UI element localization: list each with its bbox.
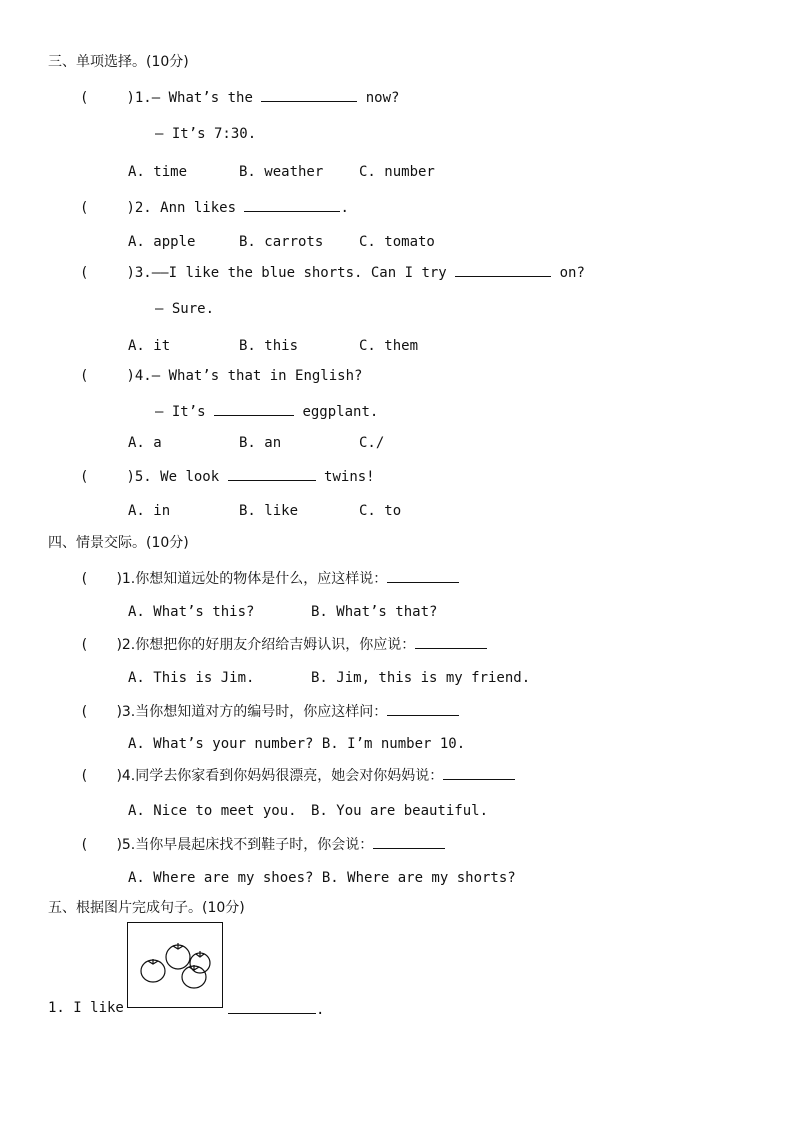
option-b: B. carrots — [239, 234, 324, 250]
question-reply — [155, 403, 378, 419]
options-ab: A. What’s your number? B. I’m number 10. — [128, 736, 466, 752]
option-b: B. this — [239, 338, 299, 354]
fill-blank[interactable] — [228, 468, 316, 481]
option-a: A. What’s this? — [128, 604, 255, 620]
option-a: A. a — [128, 435, 162, 451]
question-row — [80, 636, 487, 652]
question-row — [80, 89, 399, 105]
question-tail: on? — [559, 265, 585, 281]
fill-blank[interactable] — [455, 264, 551, 277]
option-b: B. an — [239, 435, 282, 451]
answer-paren-open: ( — [80, 200, 89, 216]
fill-blank[interactable] — [228, 1001, 316, 1014]
tomatoes-icon — [128, 923, 222, 1007]
question-stem: )3.当你想知道对方的编号时，你应这样问： — [116, 704, 388, 720]
question-row — [80, 199, 349, 215]
fill-blank[interactable] — [214, 403, 294, 416]
fill-blank[interactable] — [373, 836, 445, 849]
fill-blank[interactable] — [244, 199, 340, 212]
question-stem: )5. We look — [126, 469, 220, 485]
answer-paren-open: ( — [80, 768, 89, 784]
question-stem: )4.— What’s that in English? — [126, 368, 363, 384]
question-row — [80, 570, 459, 586]
question-row — [80, 767, 515, 783]
fill-blank[interactable] — [415, 636, 487, 649]
section3-title: 三、单项选择。(10分) — [48, 54, 189, 70]
answer-paren-open: ( — [80, 90, 89, 106]
question-row — [80, 264, 585, 280]
option-a: A. it — [128, 338, 171, 354]
question-stem: )5.当你早晨起床找不到鞋子时，你会说： — [116, 837, 374, 853]
fill-blank[interactable] — [387, 570, 459, 583]
question-stem: )1.— What’s the — [126, 90, 253, 106]
question-row — [80, 468, 375, 484]
question-tail: twins! — [324, 469, 375, 485]
question-tail: . — [316, 1002, 325, 1018]
reply-tail: eggplant. — [302, 404, 379, 420]
fill-blank[interactable] — [387, 703, 459, 716]
tomato-picture — [127, 922, 223, 1008]
question-stem: )2.你想把你的好朋友介绍给吉姆认识，你应说： — [116, 637, 416, 653]
option-b: B. You are beautiful. — [311, 803, 489, 819]
question-tail: . — [340, 200, 349, 216]
answer-paren-open: ( — [80, 368, 89, 384]
question-stem: )3.——I like the blue shorts. Can I try — [126, 265, 447, 281]
answer-paren-open: ( — [80, 571, 89, 587]
answer-paren-open: ( — [80, 265, 89, 281]
answer-paren-open: ( — [80, 637, 89, 653]
option-a: A. in — [128, 503, 171, 519]
question-row — [80, 836, 445, 852]
option-c: C. tomato — [359, 234, 435, 250]
answer-paren-open: ( — [80, 469, 89, 485]
question-reply: — Sure. — [155, 301, 215, 317]
answer-paren-open: ( — [80, 704, 89, 720]
options-ab: A. Where are my shoes? B. Where are my shorts? — [128, 870, 516, 886]
section4-title: 四、情景交际。(10分) — [48, 535, 189, 551]
question-stem: 1. I like — [48, 1000, 124, 1016]
option-b: B. weather — [239, 164, 324, 180]
question-row — [80, 369, 362, 383]
option-a: A. Nice to meet you. — [128, 803, 297, 819]
option-c: C. them — [359, 338, 419, 354]
question-stem: )4.同学去你家看到你妈妈很漂亮，她会对你妈妈说： — [116, 768, 444, 784]
section5-title: 五、根据图片完成句子。(10分) — [48, 900, 245, 916]
question-row — [48, 1001, 124, 1015]
option-b: B. Jim, this is my friend. — [311, 670, 531, 686]
option-a: A. time — [128, 164, 188, 180]
option-b: B. What’s that? — [311, 604, 438, 620]
option-a: A. This is Jim. — [128, 670, 255, 686]
option-b: B. like — [239, 503, 299, 519]
fill-blank[interactable] — [261, 89, 357, 102]
question-reply: — It’s 7:30. — [155, 126, 257, 142]
answer-paren-open: ( — [80, 837, 89, 853]
question-row — [80, 703, 459, 719]
reply-text: — It’s — [155, 404, 206, 420]
answer-line — [228, 1001, 324, 1017]
option-c: C. number — [359, 164, 435, 180]
fill-blank[interactable] — [443, 767, 515, 780]
question-stem: )1.你想知道远处的物体是什么，应这样说： — [116, 571, 388, 587]
option-c: C. to — [359, 503, 402, 519]
option-a: A. apple — [128, 234, 196, 250]
question-tail: now? — [365, 90, 400, 106]
option-c: C./ — [359, 435, 385, 451]
question-stem: )2. Ann likes — [126, 200, 237, 216]
